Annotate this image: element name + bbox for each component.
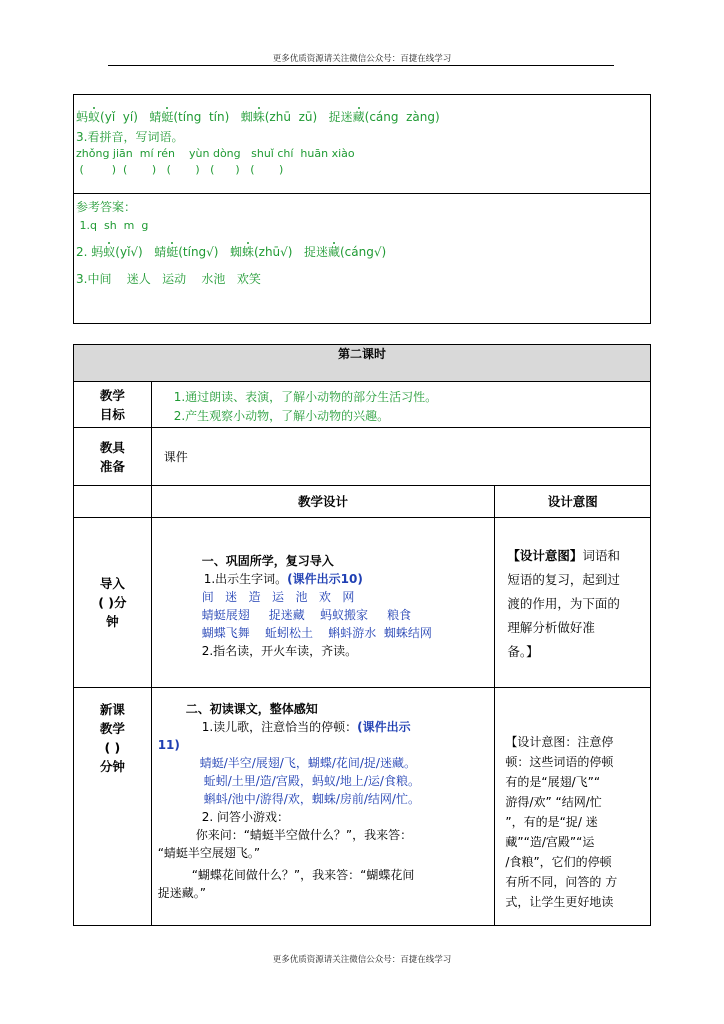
goal-2: 2.产生观察小动物，了解小动物的兴趣。 bbox=[173, 409, 390, 423]
verse-line-2: 蚯蚓/土里/造/宫殿，蚂蚁/地上/运/食粮。 bbox=[203, 774, 420, 788]
answer-1: 1.q sh m g bbox=[76, 219, 149, 232]
pinyin-choice-line: 蚂蚁(yǐ yí) 蜻蜓(tíng tín) 蜘蛛(zhū zū) 捉迷藏(cáng zàng) bbox=[76, 110, 440, 124]
page-header: 更多优质资源请关注微信公众号：百捷在线学习 bbox=[272, 54, 452, 64]
intro-label: 导入 ( )分 钟 bbox=[74, 518, 152, 688]
lesson-title: 第二课时 bbox=[74, 345, 651, 382]
intro-intent: 【设计意图】词语和 短语的复习，起到过 渡的作用，为下面的 理解分析做好准 备。】 bbox=[495, 518, 651, 688]
prep-content: 课件 bbox=[151, 428, 650, 486]
qa-line-2: “蜻蜓半空展翅飞。” bbox=[157, 846, 261, 860]
prep-label: 教具 准备 bbox=[74, 428, 152, 486]
design-column-header: 教学设计 bbox=[151, 486, 495, 518]
goals-content bbox=[151, 382, 650, 428]
intro-step-1: 1.出示生字词。(课件出示10) bbox=[203, 572, 363, 586]
qa-line-3: “蝴蝶花间做什么？”，我来答：“蝴蝶花间 bbox=[191, 868, 415, 882]
answer-2: 2. 蚂蚁(yǐ√) 蜻蜓(tíng√) 蜘蛛(zhū√) 捉迷藏(cáng√) bbox=[76, 245, 387, 259]
word-line-3: 蝴蝶飞舞 蚯蚓松土 蝌蚪游水 蜘蛛结网 bbox=[201, 626, 432, 640]
answer-title: 参考答案： bbox=[76, 200, 137, 214]
question-3-title: 3.看拼音，写词语。 bbox=[76, 130, 184, 144]
new-heading: 二、初读课文，整体感知 bbox=[185, 702, 318, 716]
page-footer: 更多优质资源请关注微信公众号：百捷在线学习 bbox=[272, 955, 452, 965]
empty-header-cell bbox=[74, 486, 152, 518]
qa-line-4: 捉迷藏。” bbox=[157, 886, 206, 900]
answer-blanks-row: ( ) ( ) ( ) ( ) ( ) bbox=[76, 163, 284, 176]
new-lesson-label: 新课 教学 ( ) 分钟 bbox=[74, 688, 152, 926]
new-lesson-content bbox=[151, 688, 495, 926]
pinyin-row: zhǒng jiān mí rén yùn dòng shuǐ chí huān xiào bbox=[76, 147, 355, 160]
intro-content bbox=[151, 518, 495, 688]
intro-step-2: 2.指名读，开火车读，齐读。 bbox=[201, 644, 358, 658]
goals-label: 教学 目标 bbox=[74, 382, 152, 428]
word-line-2: 蜻蜓展翅 捉迷藏 蚂蚁搬家 粮食 bbox=[201, 608, 412, 622]
new-step-1-cont: 11) bbox=[157, 738, 180, 752]
new-step-2: 2. 问答小游戏： bbox=[201, 810, 289, 824]
lesson-plan-table bbox=[73, 344, 651, 926]
goal-1: 1.通过朗读、表演，了解小动物的部分生活习性。 bbox=[173, 390, 438, 404]
answer-3: 3.中间 迷人 运动 水池 欢笑 bbox=[76, 272, 261, 286]
intent-column-header: 设计意图 bbox=[495, 486, 651, 518]
verse-line-3: 蝌蚪/池中/游得/欢，蜘蛛/房前/结网/忙。 bbox=[203, 792, 420, 806]
word-line-1: 间 迷 造 运 池 欢 网 bbox=[201, 590, 355, 604]
new-lesson-intent: 【设计意图：注意停 顿：这些词语的停顿 有的是“展翅/飞”“ 游得/欢” “结网/忙 ”，有的是“捉/ 迷 藏”“造/宫殿”“运 /食粮”，它们的停顿 有所不同，问答的 方 式，让学生更好地读 bbox=[495, 688, 651, 926]
verse-line-1: 蜻蜓/半空/展翅/飞，蝴蝶/花间/捉/迷藏。 bbox=[199, 756, 416, 770]
new-step-1: 1.读儿歌，注意恰当的停顿：(课件出示 bbox=[201, 720, 411, 734]
exercise-box bbox=[73, 94, 651, 324]
header-divider bbox=[108, 65, 614, 66]
qa-line-1: 你来问：“蜻蜓半空做什么？”，我来答： bbox=[195, 828, 413, 842]
intro-heading: 一、巩固所学，复习导入 bbox=[201, 554, 334, 568]
divider bbox=[74, 193, 650, 194]
